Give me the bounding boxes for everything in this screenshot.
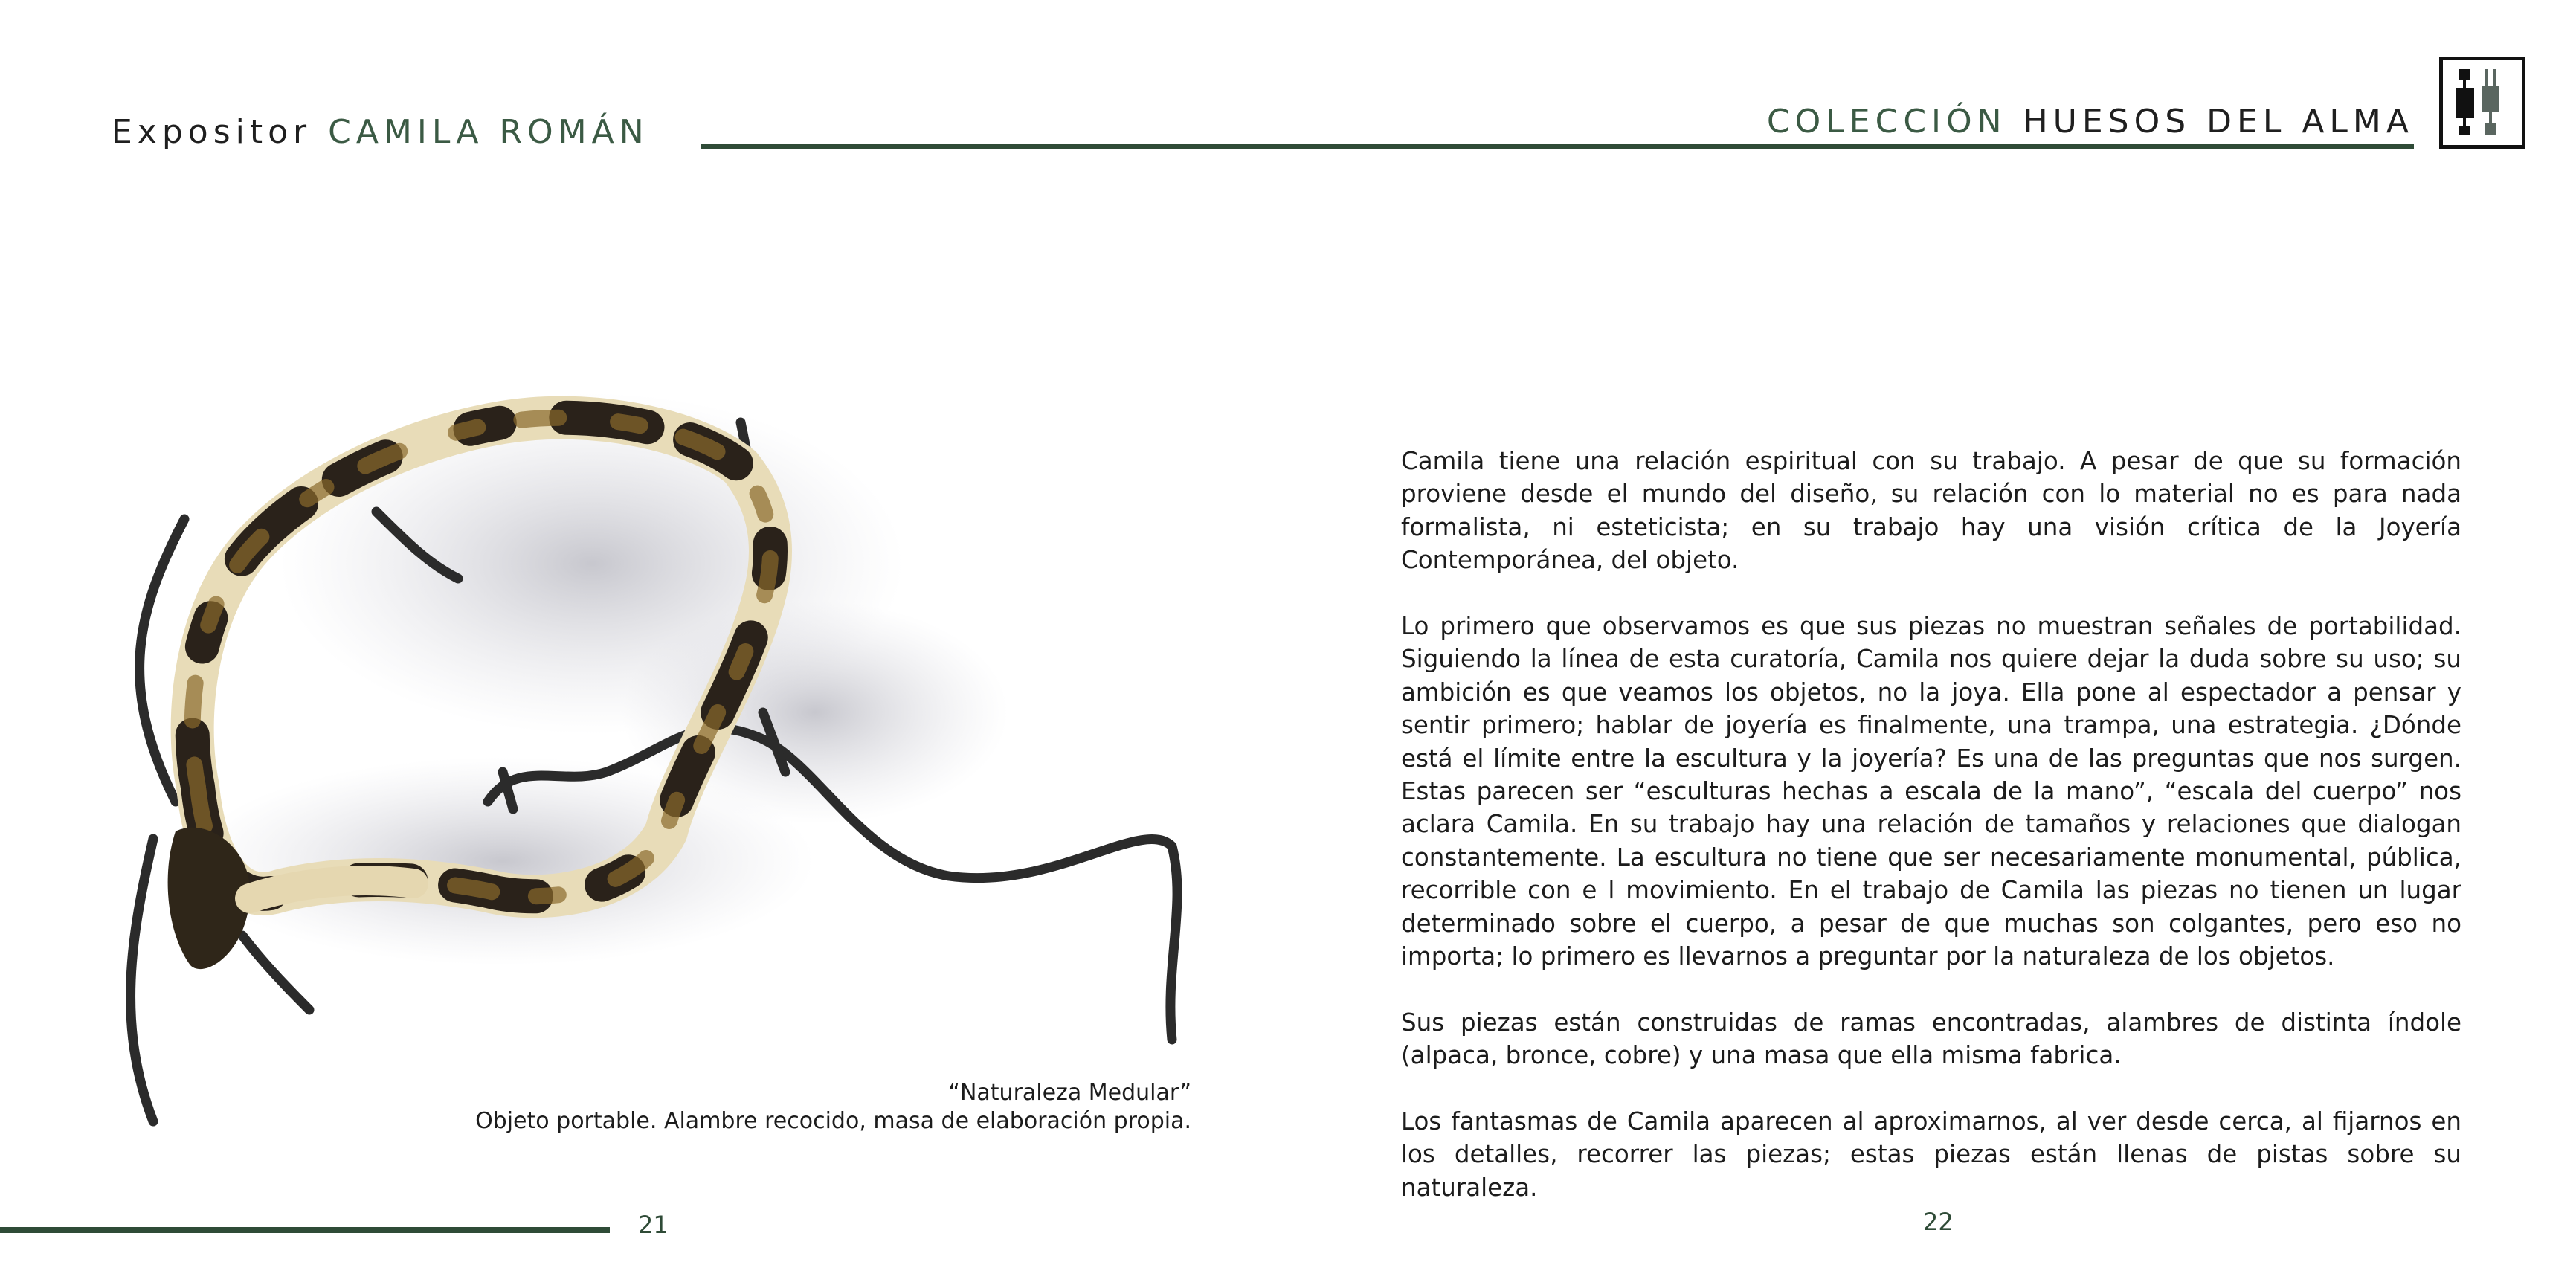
- artwork-title: “Naturaleza Medular”: [948, 1080, 1191, 1106]
- collection-header: [1767, 103, 2414, 141]
- expositor-name: CAMILA ROMÁN: [328, 113, 649, 151]
- paragraph-2: Lo primero que observamos es que sus piezas no muestran señales de portabilidad. Siguiendo la línea de esta curatoría, Camila nos quiere dejar la duda sobre su uso; su ambición es que veamos los objetos, no la joya. Ella pone al espectador a pensar y sentir primero; hablar de joyería es finalmente, una trampa, una estrategia. ¿Dónde está el límite entre la escultura y la joyería? Es una de las preguntas que nos surgen. Estas parecen ser “esculturas hechas a escala de la mano”, “escala del cuerpo” nos aclara Camila. En su trabajo hay una relación de tamaños y relaciones que dialogan constantemente. La escultura no tiene que ser necesariamente monumental, pública, recorrible con e l movimiento. En el trabajo de Camila las piezas no tienen un lugar determinado sobre el cuerpo, a pesar de que muchas son colgantes, pero eso no importa; lo primero es llevarnos a preguntar por la naturaleza de los objetos.: [1401, 612, 2461, 971]
- expositor-header: [112, 113, 649, 151]
- header-rule: [701, 144, 2414, 149]
- artwork-description: Objeto portable. Alambre recocido, masa de elaboración propia.: [475, 1108, 1191, 1134]
- article-text: [1401, 445, 2461, 1237]
- artwork-photo: [27, 296, 1276, 1168]
- exhibition-logo-icon: [2439, 57, 2525, 149]
- page-number-right: 22: [1923, 1208, 1954, 1236]
- collection-label: COLECCIÓN: [1766, 103, 2007, 141]
- paragraph-4: Los fantasmas de Camila aparecen al aproximarnos, al ver desde cerca, al fijarnos en los detalles, recorrer las piezas; estas piezas están llenas de pistas sobre su naturaleza.: [1401, 1107, 2461, 1202]
- paragraph-1: Camila tiene una relación espiritual con su trabajo. A pesar de que su formación proviene desde el mundo del diseño, su relación con lo material no es para nada formalista, ni esteticista; en su trabajo hay una visión crítica de la Joyería Contemporánea, del objeto.: [1401, 447, 2461, 575]
- expositor-label: Expositor: [112, 113, 312, 151]
- paragraph-3: Sus piezas están construidas de ramas encontradas, alambres de distinta índole (alpaca, bronce, cobre) y una masa que ella misma fabrica.: [1401, 1008, 2461, 1070]
- collection-title: HUESOS DEL ALMA: [2023, 103, 2414, 141]
- page-number-left: 21: [638, 1211, 669, 1239]
- footer-rule: [0, 1227, 610, 1233]
